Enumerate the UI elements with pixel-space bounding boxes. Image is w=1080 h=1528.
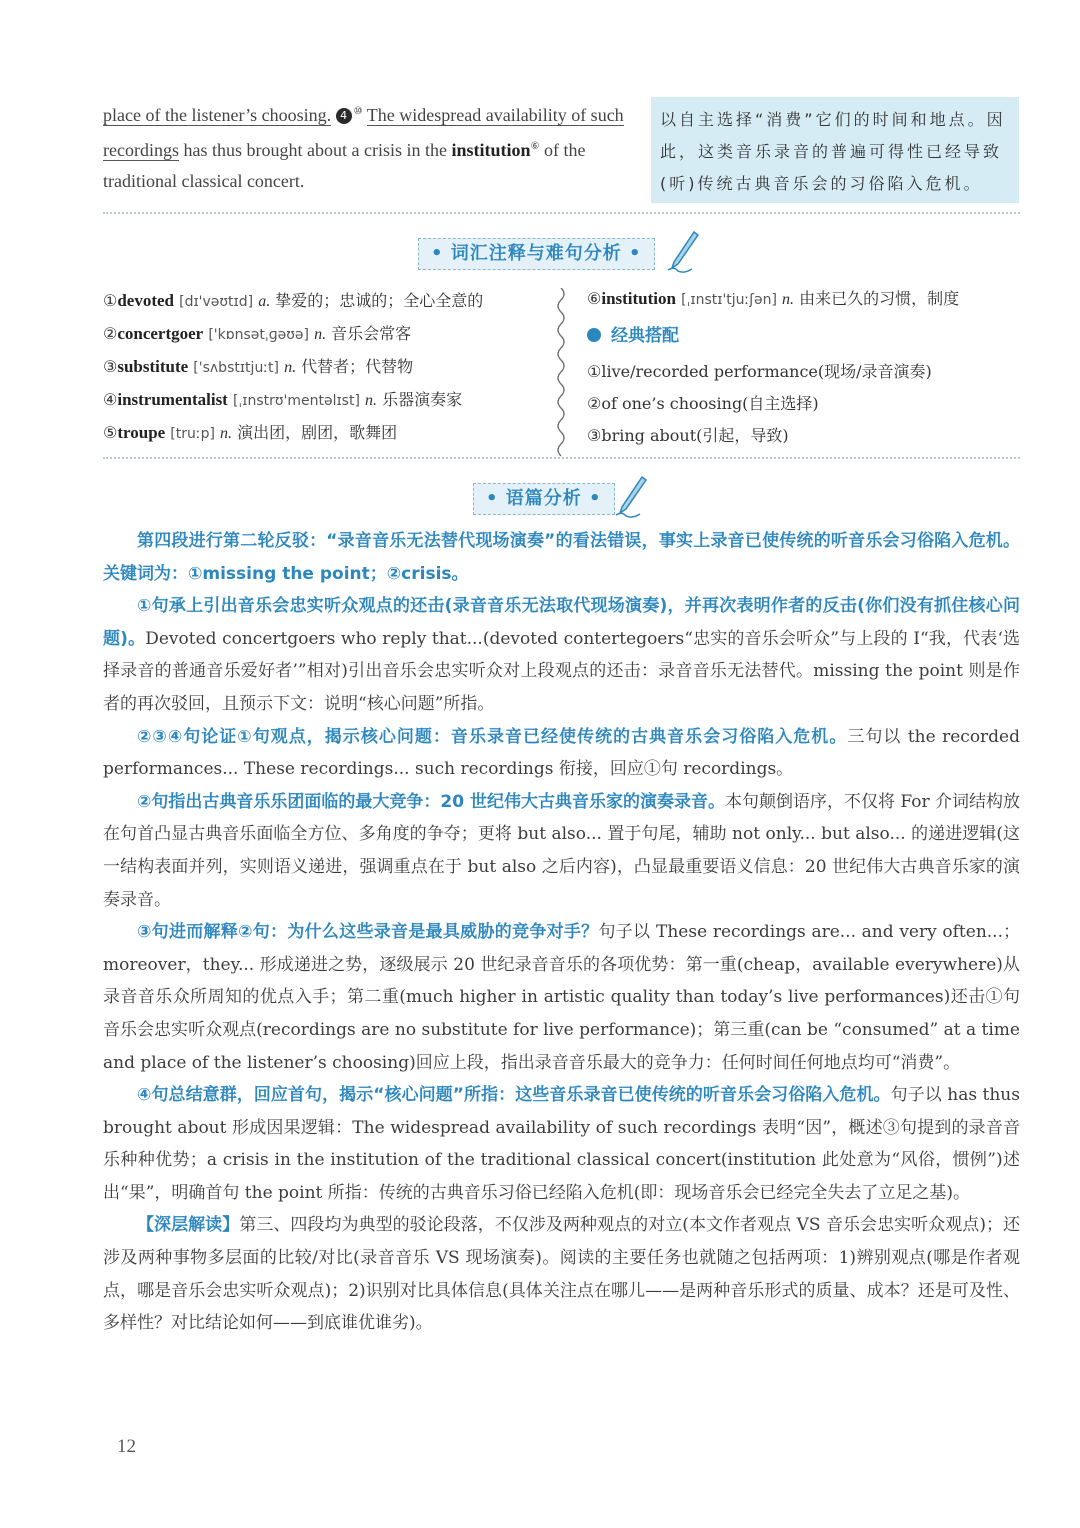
vocab-num: ① bbox=[103, 291, 118, 310]
analysis-point: ①句承上引出音乐会忠实听众观点的还击(录音音乐无法取代现场演奏)，并再次表明作者的反击(你们没有抓住核心问题)。 bbox=[103, 596, 1020, 649]
vocab-num: ⑥ bbox=[587, 289, 602, 308]
analysis-explanation: 本句颠倒语序，不仅将 For 介词结构放在句首凸显古典音乐面临全方位、多角度的争夺；更将 but also... 置于句尾，辅助 not only... but also... 的递进逻辑(这一结构表面并列，实则语义递进，强调重点在于 but also 之后内容)，凸显最重要语义信息：20 世纪伟大古典音乐家的演奏录音。 bbox=[103, 791, 1021, 910]
vocab-phonetic: ['sʌbstɪtjuːt] bbox=[193, 360, 279, 376]
analysis-point: ③句进而解释②句：为什么这些录音是最具威胁的竞争对手？ bbox=[137, 922, 599, 943]
discourse-section-title: • 语篇分析 • bbox=[473, 483, 615, 515]
vocab-phonetic: [dɪ'vəʊtɪd] bbox=[179, 294, 254, 310]
vocab-list-left bbox=[103, 285, 483, 450]
analysis-paragraph-7 bbox=[103, 1209, 1020, 1339]
vocab-definition: 挚爱的；忠诚的；全心全意的 bbox=[275, 291, 484, 310]
vocab-item bbox=[587, 283, 959, 316]
analysis-explanation: 三句以 the recorded performances... These recordings... such recordings 衔接，回应①句 recordings。 bbox=[103, 726, 1020, 780]
vocab-pos: n. bbox=[284, 359, 297, 376]
analysis-paragraph-6 bbox=[103, 1079, 1020, 1209]
analysis-explanation: 句子以 These recordings are... and very often...；moreover，they... 形成递进之势，逐级展示 20 世纪录音音乐的各项优势：第一重(cheap，available everywhere)从录音音乐众所周知的优点入手；第二重(much higher in artistic quality than today’s live performances)还击①句音乐会忠实听众观点(recordings are no substitute for live performance)；第三重(can be “consumed” at a time and place of the listener’s choosing)回应上段，指出录音音乐最大的竞争力：任何时间任何地点均可“消费”。 bbox=[103, 922, 1020, 1073]
keyword-superscript: ⑥ bbox=[530, 141, 540, 152]
analysis-point: ②句指出古典音乐乐团面临的最大竞争：20 世纪伟大古典音乐家的演奏录音。 bbox=[137, 791, 725, 812]
vocab-phonetic: [ˌɪnstɪ'tjuːʃən] bbox=[681, 292, 777, 308]
analysis-explanation: Devoted concertgoers who reply that...(devoted contertegoers“忠实的音乐会听众”与上段的 I“我，代表‘选择录音的普通音乐爱好者’”相对)引出音乐会忠实听众对上段观点的还击：录音音乐无法替代。missing the point 则是作者的再次驳回，且预示下文：说明“核心问题”所指。 bbox=[103, 628, 1020, 714]
vocab-word: institution bbox=[601, 289, 676, 308]
vocab-item bbox=[103, 318, 483, 351]
analysis-paragraph-1 bbox=[103, 525, 1020, 590]
vocab-num: ⑤ bbox=[103, 423, 118, 442]
analysis-summary: 第四段进行第二轮反驳：“录音音乐无法替代现场演奏”的看法错误，事实上录音已使传统的听音乐会习俗陷入危机。关键词为：①missing the point；②crisis。 bbox=[103, 531, 1020, 584]
vocab-num: ② bbox=[103, 324, 118, 343]
deep-reading-text: 第三、四段均为典型的驳论段落，不仅涉及两种观点的对立(本文作者观点 VS 音乐会忠实听众观点)；还涉及两种事物多层面的比较/对比(录音音乐 VS 现场演奏)。阅读的主要任务也就随之包括两项：1)辨别观点(哪是作者观点，哪是音乐会忠实听众观点)；2)识别对比具体信息(具体关注点在哪儿——是两种音乐形式的质量、成本？还是可及性、多样性？对比结论如何——到底谁优谁劣)。 bbox=[103, 1215, 1021, 1334]
analysis-explanation: 句子以 has thus brought about 形成因果逻辑：The widespread availability of such recordings 表明“因”，概述③句提到的录音音乐种种优势；a crisis in the institution of the traditional classical concert(institution 此处意为“风俗，惯例”)述出“果”，明确首句 the point 所指：传统的古典音乐习俗已经陷入危机(即：现场音乐会已经完全失去了立足之基)。 bbox=[103, 1085, 1020, 1203]
bullet-dot-icon bbox=[587, 328, 601, 342]
analysis-paragraph-2 bbox=[103, 590, 1020, 720]
collocation-item: ③bring about(引起，导致) bbox=[587, 426, 789, 445]
vocab-word: troupe bbox=[117, 423, 166, 442]
analysis-point: ②③④句论证①句观点，揭示核心问题：音乐录音已经使传统的古典音乐会习俗陷入危机。 bbox=[137, 726, 848, 747]
analysis-paragraph-3 bbox=[103, 721, 1020, 786]
passage-translation: 以自主选择“消费”它们的时间和地点。因此，这类音乐录音的普遍可得性已经导致(听)传统古典音乐会的习俗陷入危机。 bbox=[651, 97, 1019, 203]
analysis-paragraph-4 bbox=[103, 786, 1020, 916]
vocab-pos: n. bbox=[365, 392, 378, 409]
passage-segment-5: of the traditional classical concert. bbox=[103, 140, 586, 191]
vocab-num: ④ bbox=[103, 390, 118, 409]
passage-keyword-institution: institution bbox=[451, 140, 531, 160]
vocab-item bbox=[103, 285, 483, 318]
collocation-title: 经典搭配 bbox=[611, 326, 679, 346]
analysis-body bbox=[103, 525, 1020, 1340]
vocab-list-right bbox=[587, 283, 959, 452]
vocab-pos: n. bbox=[782, 291, 795, 308]
divider-1 bbox=[103, 212, 1020, 214]
vocab-phonetic: [ˌɪnstrʊ'mentəlɪst] bbox=[232, 393, 360, 409]
vocab-item bbox=[103, 351, 483, 384]
vocab-word: devoted bbox=[117, 291, 175, 310]
vocab-word: concertgoer bbox=[117, 324, 204, 343]
page-number: 12 bbox=[117, 1436, 136, 1457]
vocab-phonetic: ['kɒnsətˌɡəʊə] bbox=[208, 327, 309, 343]
vocab-definition: 音乐会常客 bbox=[331, 324, 412, 343]
vocab-section-title: • 词汇注释与难句分析 • bbox=[418, 238, 655, 270]
analysis-paragraph-5 bbox=[103, 916, 1020, 1079]
vocab-pos: n. bbox=[220, 425, 233, 442]
analysis-point: ④句总结意群，回应首句，揭示“核心问题”所指：这些音乐录音已使传统的听音乐会习俗陷入危机。 bbox=[137, 1085, 891, 1106]
vocab-definition: 演出团，剧团，歌舞团 bbox=[237, 423, 398, 442]
vocab-phonetic: [truːp] bbox=[170, 426, 215, 442]
passage-segment-2: The widespread availability of such recordings bbox=[103, 105, 624, 160]
column-wavy-divider bbox=[553, 288, 569, 460]
vocab-item bbox=[103, 417, 483, 450]
vocab-num: ③ bbox=[103, 357, 118, 376]
passage-segment-1: place of the listener’s choosing. bbox=[103, 105, 332, 125]
pen-icon bbox=[664, 230, 700, 274]
sentence-number-badge: 4 bbox=[336, 108, 352, 124]
passage-english bbox=[103, 96, 638, 197]
divider-2 bbox=[103, 457, 1020, 459]
deep-reading-label: 【深层解读】 bbox=[137, 1215, 240, 1236]
vocab-item bbox=[103, 384, 483, 417]
vocab-word: instrumentalist bbox=[117, 390, 228, 409]
collocation-item: ①live/recorded performance(现场/录音演奏) bbox=[587, 362, 932, 381]
vocab-word: substitute bbox=[117, 357, 189, 376]
collocation-item: ②of one’s choosing(自主选择) bbox=[587, 394, 819, 413]
badge-superscript: ⑩ bbox=[353, 106, 363, 117]
passage-segment-3: has thus brought about a crisis in the bbox=[178, 140, 452, 160]
vocab-definition: 由来已久的习惯，制度 bbox=[799, 289, 960, 308]
vocab-definition: 乐器演奏家 bbox=[382, 390, 463, 409]
vocab-definition: 代替者；代替物 bbox=[301, 357, 414, 376]
pen-icon bbox=[612, 475, 648, 519]
vocab-pos: n. bbox=[314, 326, 327, 343]
collocation-heading bbox=[587, 320, 959, 352]
vocab-pos: a. bbox=[258, 293, 271, 310]
